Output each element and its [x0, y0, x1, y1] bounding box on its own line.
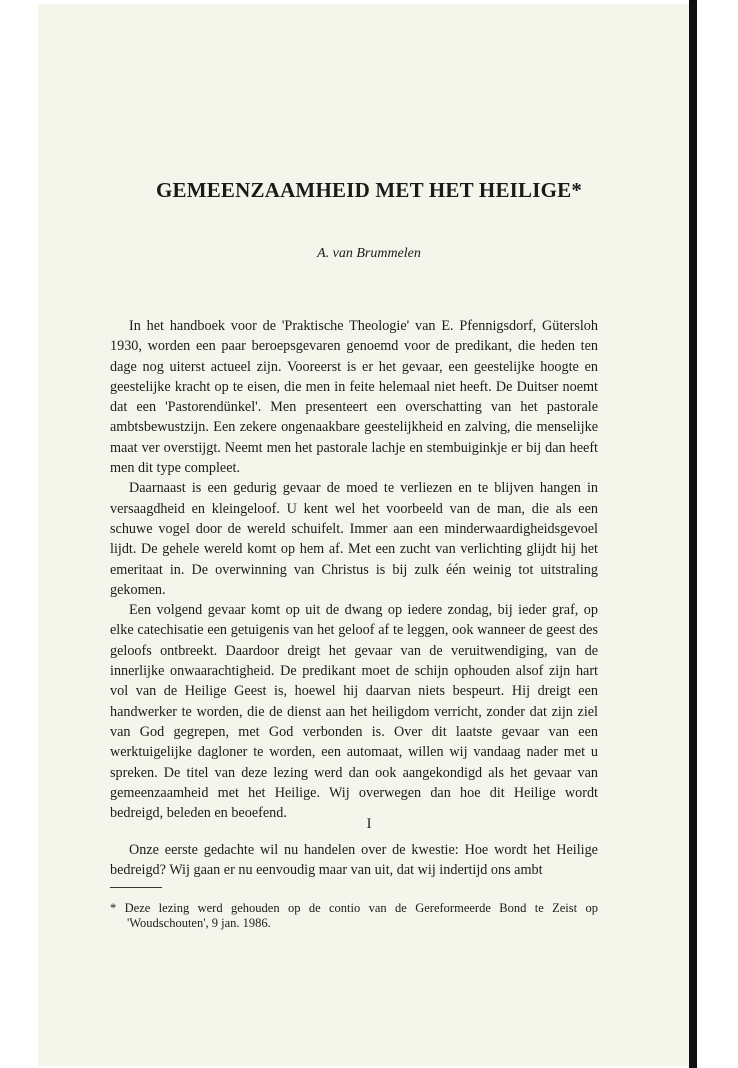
scan-edge-right — [689, 0, 697, 1068]
section-body — [110, 840, 598, 881]
section-heading: I — [366, 816, 372, 832]
scan-margin-top — [0, 0, 697, 4]
footnote-divider — [110, 887, 162, 888]
paragraph: In het handboek voor de 'Praktische Theologie' van E. Pfennigsdorf, Gütersloh 1930, worden een paar beroepsgevaren genoemd voor de predikant, die heden ten dage nog uiterst actueel zijn. Vooreerst is er het gevaar, een geestelijke hoogte en geestelijke kracht op te eisen, die men in feite helemaal niet heeft. De Duitser noemt dat een 'Pastorendünkel'. Men presenteert een overschatting van het pastorale ambtsbewustzijn. Een zekere ongenaakbare geestelijkheid en zalving, die menselijke maat ver overstijgt. Neemt men het pastorale lachje en stembuiginkje er bij dan heeft men dit type compleet. — [110, 318, 598, 477]
article-author: A. van Brummelen — [317, 246, 421, 261]
paragraph: Daarnaast is een gedurig gevaar de moed te verliezen en te blijven hangen in versaagdheid en kleingeloof. U kent wel het voorbeeld van de man, die als een schuwe vogel door de wereld schuifelt. Immer aan een minderwaardigheidsgevoel lijdt. De gehele wereld komt op hem af. Met een zucht van verlichting glijdt hij het emeritaat in. De overwinning van Christus is bij zulk één weinig tot uitstraling gekomen. — [110, 480, 598, 598]
paragraph: Een volgend gevaar komt op uit de dwang op iedere zondag, bij ieder graf, op elke catechisatie een getuigenis van het geloof af te leggen, ook wanneer de geest des geloofs ontbreekt. Daardoor dreigt het gevaar van de veruitwendiging, van de innerlijke onwaarachtigheid. De predikant moet de schijn ophouden alsof zijn hart vol van de Heilige Geest is, hoewel hij daarvan niets bespeurt. Hij dreigt een handwerker te worden, die de dienst aan het heiligdom verricht, zonder dat zijn ziel van God gegrepen, met God verbonden is. Over dit laatste gevaar van een werktuigelijke dagloner te worden, een automaat, willen wij vandaag nader met u spreken. De titel van deze lezing werd dan ook aangekondigd als het gevaar van gemeenzaamheid met het Heilige. Wij overwegen dan hoe dit Heilige wordt bedreigd, beleden en beoefend. — [110, 602, 598, 822]
article-title: GEMEENZAAMHEID MET HET HEILIGE* — [155, 178, 583, 202]
footnote: * Deze lezing werd gehouden op de contio van de Gereformeerde Bond te Zeist op 'Woudschouten', 9 jan. 1986. — [110, 901, 598, 930]
paragraph: Onze eerste gedachte wil nu handelen over de kwestie: Hoe wordt het Heilige bedreigd? Wij gaan er nu eenvoudig maar van uit, dat wij indertijd ons ambt — [110, 842, 598, 879]
article-body — [110, 316, 598, 823]
